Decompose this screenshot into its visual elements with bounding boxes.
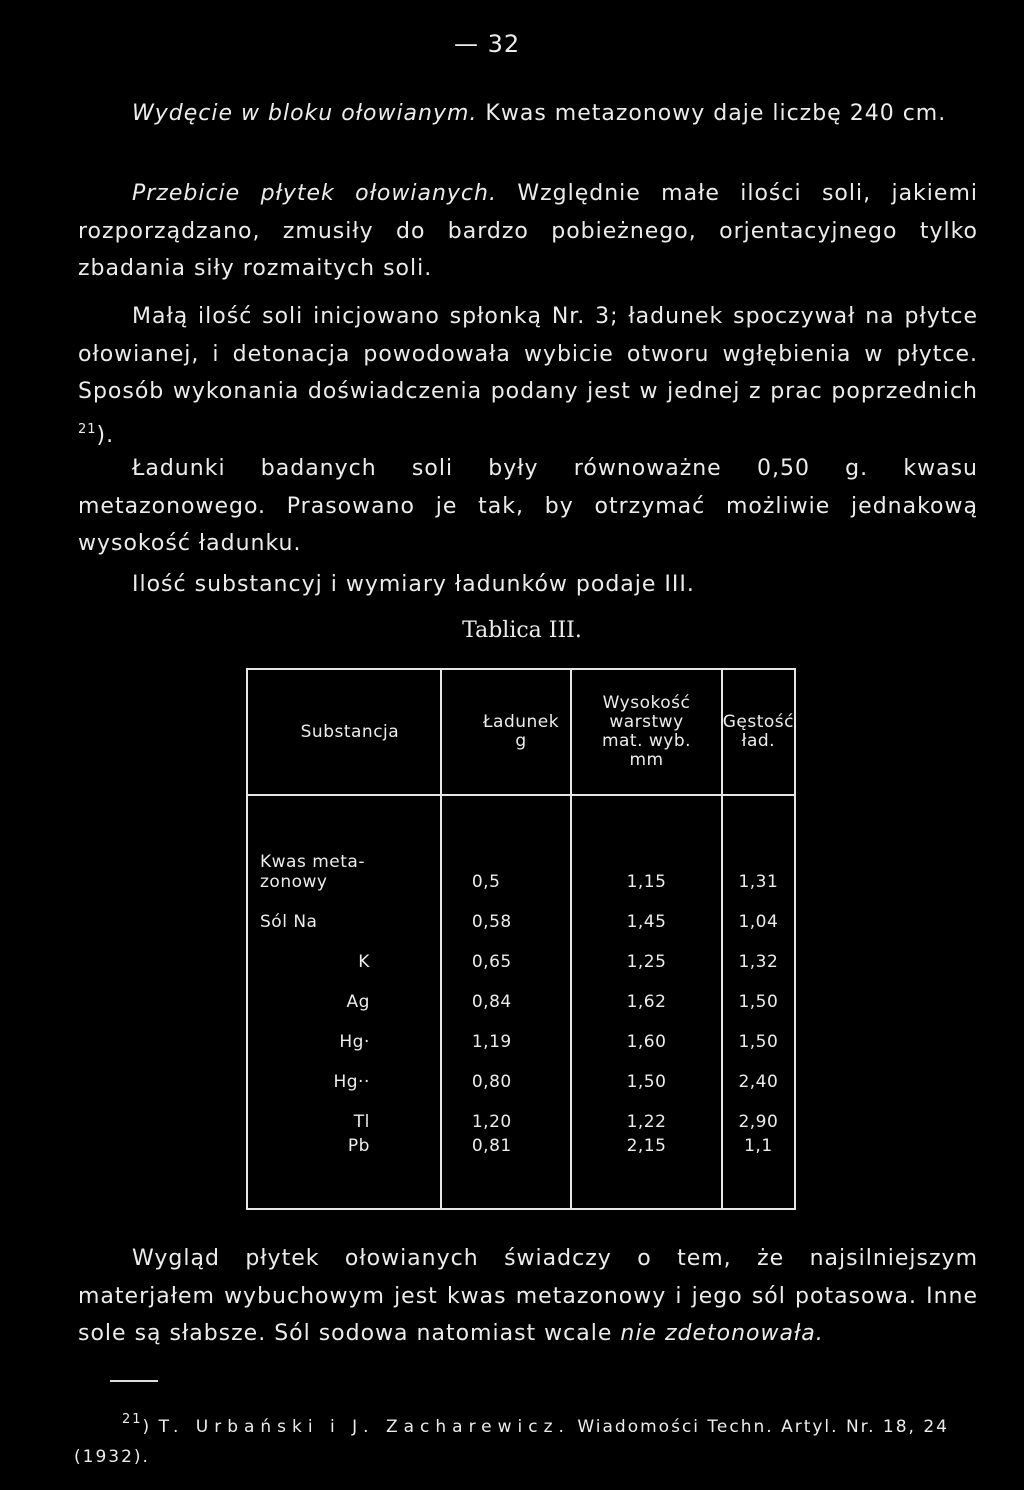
paragraph-lead-block <box>78 95 978 133</box>
results-table <box>246 668 796 1210</box>
heading-lead-block: Wydęcie w bloku ołowianym. <box>132 101 478 126</box>
cell-substancja: K <box>247 932 441 972</box>
cell-ladunek: 0,5 <box>441 795 571 892</box>
paragraph-conclusion-italic: nie zdetonowała. <box>620 1321 824 1346</box>
paragraph-conclusion-text: Wygląd płytek ołowianych świadczy o tem, że najsilniejszym materjałem wybuchowym jest kwas metazonowy i jego sól potasowa. Inne sole są słabsze. Sól sodowa natomiast wcale <box>78 1246 978 1346</box>
header-wysokosc: Wysokość warstwy mat. wyb. mm <box>571 669 721 795</box>
paragraph-charges <box>78 450 978 563</box>
cell-wysokosc: 1,15 <box>571 795 721 892</box>
cell-ladunek: 0,81 <box>441 1132 571 1209</box>
paragraph-lead-plates <box>78 175 978 288</box>
cell-ladunek: 0,65 <box>441 932 571 972</box>
footnote: $^{21}$) T. Urbański i J. Zacharewicz. Wiadomości Techn. Artyl. Nr. 18, 24 (1932). <box>74 1412 949 1467</box>
cell-substancja: Pb <box>247 1132 441 1209</box>
header-gestosc: Gęstość ład. <box>722 669 795 795</box>
footnote-source: Wiadomości Techn. Artyl. Nr. 18, 24 (1932). <box>74 1417 949 1467</box>
footnote-reference: 21 <box>78 421 97 437</box>
paragraph-charges-text: Ładunki badanych soli były równoważne 0,50 g. kwasu metazonowego. Prasowano je tak, by otrzymać możliwie jednakową wysokość ładunku. <box>78 456 978 556</box>
cell-wysokosc: 1,22 <box>571 1092 721 1132</box>
table-row <box>247 932 795 972</box>
cell-substancja: Sól Na <box>247 892 441 932</box>
cell-gestosc: 1,31 <box>722 795 795 892</box>
paragraph-table-intro <box>78 566 978 604</box>
cell-wysokosc: 1,45 <box>571 892 721 932</box>
cell-gestosc: 1,04 <box>722 892 795 932</box>
footnote-marker: 21 <box>122 1412 143 1427</box>
cell-gestosc: 2,40 <box>722 1052 795 1092</box>
table-row <box>247 1092 795 1132</box>
cell-wysokosc: 1,60 <box>571 1012 721 1052</box>
cell-wysokosc: 1,62 <box>571 972 721 1012</box>
cell-gestosc: 1,50 <box>722 1012 795 1052</box>
cell-gestosc: 2,90 <box>722 1092 795 1132</box>
paragraph-conclusion <box>78 1240 978 1353</box>
table-title: Tablica III. <box>462 618 582 643</box>
table-row <box>247 1132 795 1209</box>
cell-ladunek: 1,20 <box>441 1092 571 1132</box>
cell-wysokosc: 2,15 <box>571 1132 721 1209</box>
paragraph-lead-block-text: Kwas metazonowy daje liczbę 240 cm. <box>477 101 947 126</box>
cell-wysokosc: 1,50 <box>571 1052 721 1092</box>
footnote-authors: T. Urbański i J. Zacharewicz. <box>158 1417 570 1437</box>
paragraph-initiation: Małą ilość soli inicjowano spłonką Nr. 3; ładunek spoczywał na płytce ołowianej, i detonacja powodowała wybicie otworu wgłębienia w płytce. Sposób wykonania doświadczenia podany jest w jednej z prac poprzednich $^{21}$). <box>78 304 978 448</box>
cell-ladunek: 0,80 <box>441 1052 571 1092</box>
cell-substancja: Hg·· <box>247 1052 441 1092</box>
page-number: — 32 <box>454 30 521 58</box>
table-row <box>247 972 795 1012</box>
paragraph-lead-plates-text: Względnie małe ilości soli, jakiemi rozporządzano, zmusiły do bardzo pobieżnego, orjentacyjnego tylko zbadania siły rozmaitych soli. <box>78 181 978 281</box>
heading-lead-plates: Przebicie płytek ołowianych. <box>132 181 497 206</box>
paragraph-initiation-text: Małą ilość soli inicjowano spłonką Nr. 3; ładunek spoczywał na płytce ołowianej, i detonacja powodowała wybicie otworu wgłębienia w płytce. Sposób wykonania doświadczenia podany jest w jednej z prac poprzednich <box>78 304 978 404</box>
cell-gestosc: 1,1 <box>722 1132 795 1209</box>
table-row <box>247 892 795 932</box>
table-row <box>247 795 795 892</box>
cell-substancja: Ag <box>247 972 441 1012</box>
header-substancja: Substancja <box>247 669 441 795</box>
table-row <box>247 1052 795 1092</box>
cell-ladunek: 0,84 <box>441 972 571 1012</box>
header-ladunek: Ładunek g <box>441 669 571 795</box>
cell-substancja: Kwas meta- zonowy <box>247 795 441 892</box>
cell-gestosc: 1,50 <box>722 972 795 1012</box>
cell-gestosc: 1,32 <box>722 932 795 972</box>
table-row <box>247 1012 795 1052</box>
cell-wysokosc: 1,25 <box>571 932 721 972</box>
cell-ladunek: 1,19 <box>441 1012 571 1052</box>
cell-substancja: Hg· <box>247 1012 441 1052</box>
paragraph-table-intro-text: Ilość substancyj i wymiary ładunków podaje III. <box>132 572 695 597</box>
footnote-divider <box>110 1380 158 1382</box>
table-header-row <box>247 669 795 795</box>
cell-ladunek: 0,58 <box>441 892 571 932</box>
cell-substancja: Tl <box>247 1092 441 1132</box>
